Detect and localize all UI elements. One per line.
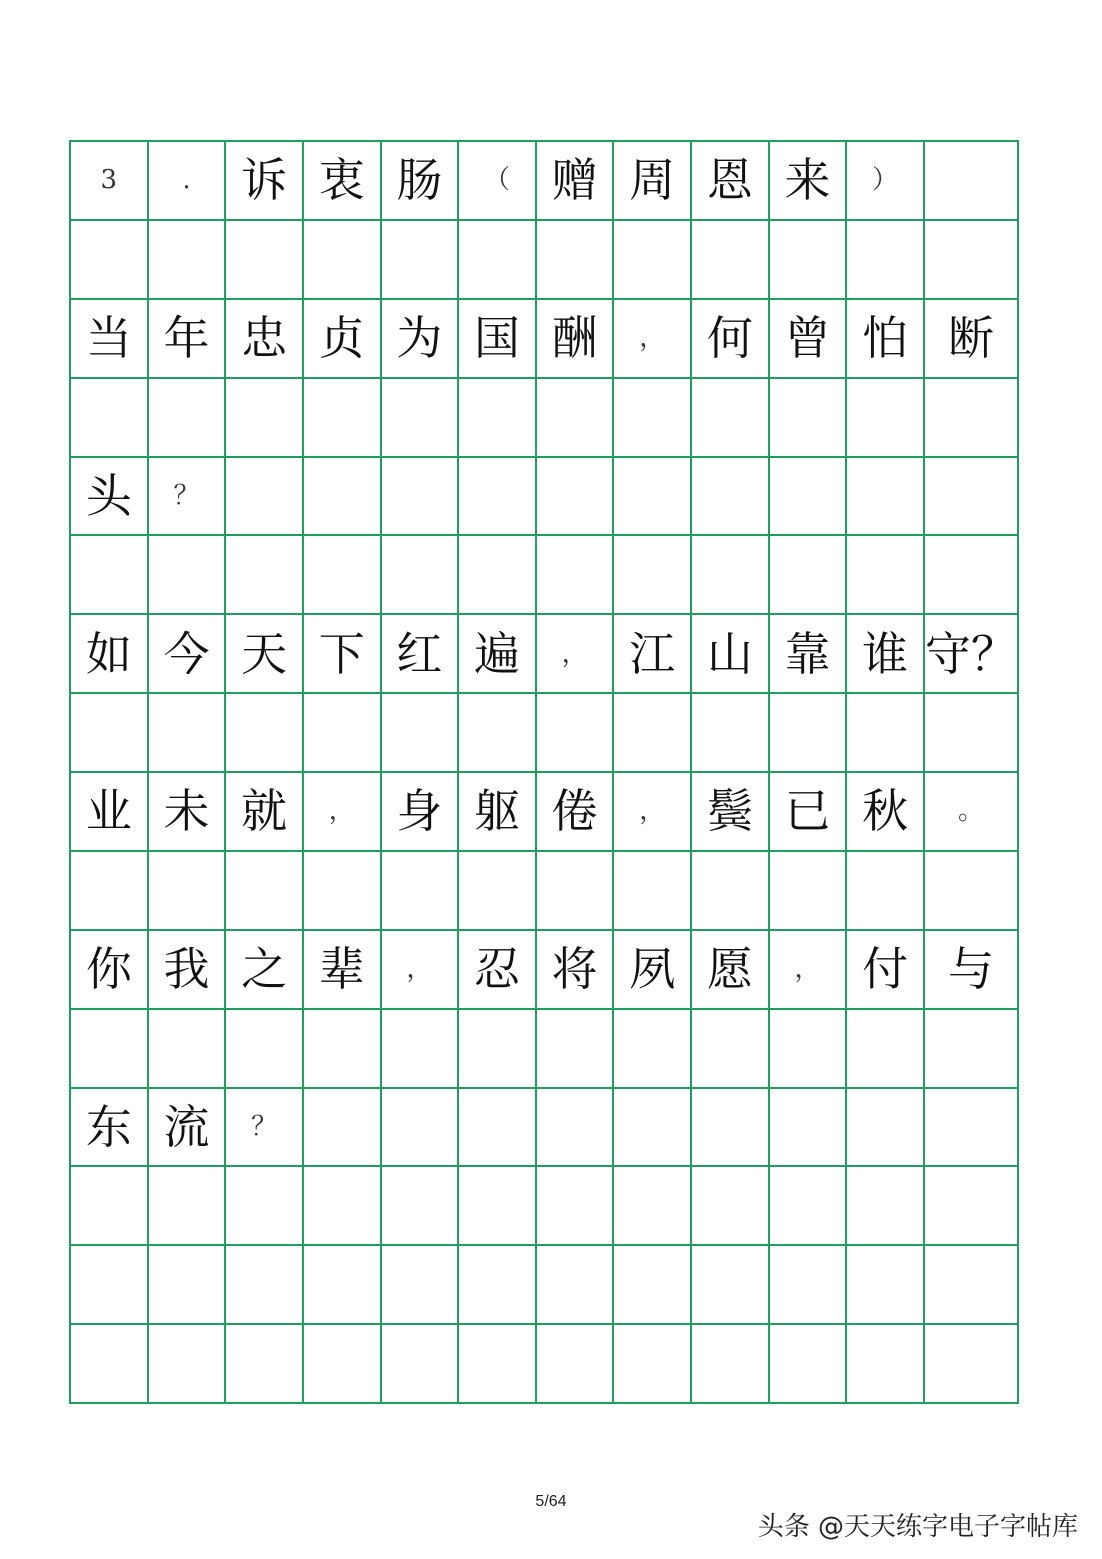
grid-cell bbox=[149, 1325, 227, 1404]
grid-cell bbox=[692, 536, 770, 615]
grid-cell bbox=[459, 1010, 537, 1089]
grid-cell bbox=[847, 1325, 925, 1404]
grid-cell bbox=[382, 221, 460, 300]
grid-cell bbox=[925, 458, 1019, 537]
grid-cell: 付 bbox=[847, 931, 925, 1010]
grid-cell: 今 bbox=[149, 615, 227, 694]
grid-cell bbox=[149, 536, 227, 615]
grid-cell: 鬓 bbox=[692, 773, 770, 852]
grid-cell bbox=[149, 379, 227, 458]
grid-cell: ， bbox=[614, 773, 692, 852]
grid-cell: 断 bbox=[925, 300, 1019, 379]
grid-cell: 3 bbox=[71, 142, 149, 221]
grid-cell: 周 bbox=[614, 142, 692, 221]
grid-cell bbox=[925, 852, 1019, 931]
grid-cell bbox=[537, 852, 615, 931]
grid-cell: ， bbox=[382, 931, 460, 1010]
grid-cell bbox=[71, 694, 149, 773]
grid-cell: 当 bbox=[71, 300, 149, 379]
grid-cell: 江 bbox=[614, 615, 692, 694]
page-number: 5/64 bbox=[535, 1493, 567, 1510]
grid-cell bbox=[226, 536, 304, 615]
grid-cell bbox=[537, 221, 615, 300]
grid-cell: 辈 bbox=[304, 931, 382, 1010]
grid-cell bbox=[71, 1010, 149, 1089]
grid-cell: 赠 bbox=[537, 142, 615, 221]
grid-cell: 恩 bbox=[692, 142, 770, 221]
grid-cell: ， bbox=[614, 300, 692, 379]
grid-cell bbox=[537, 694, 615, 773]
grid-cell bbox=[614, 1010, 692, 1089]
grid-cell: 秋 bbox=[847, 773, 925, 852]
grid-cell: 倦 bbox=[537, 773, 615, 852]
grid-cell: 国 bbox=[459, 300, 537, 379]
grid-cell: 夙 bbox=[614, 931, 692, 1010]
grid-cell bbox=[770, 852, 848, 931]
grid-cell: 肠 bbox=[382, 142, 460, 221]
grid-cell: ？ bbox=[226, 1089, 304, 1168]
grid-cell bbox=[770, 1010, 848, 1089]
grid-cell bbox=[614, 458, 692, 537]
grid-cell bbox=[770, 379, 848, 458]
grid-cell bbox=[459, 458, 537, 537]
grid-cell: 就 bbox=[226, 773, 304, 852]
grid-cell: 业 bbox=[71, 773, 149, 852]
grid-cell bbox=[149, 852, 227, 931]
grid-cell bbox=[382, 536, 460, 615]
grid-cell: 下 bbox=[304, 615, 382, 694]
grid-cell bbox=[459, 1325, 537, 1404]
grid-cell: 头 bbox=[71, 458, 149, 537]
grid-cell bbox=[71, 1246, 149, 1325]
grid-cell bbox=[226, 1167, 304, 1246]
grid-cell: . bbox=[149, 142, 227, 221]
grid-cell bbox=[304, 458, 382, 537]
grid-cell bbox=[614, 1325, 692, 1404]
grid-cell bbox=[459, 1246, 537, 1325]
grid-cell bbox=[847, 852, 925, 931]
grid-cell bbox=[925, 1246, 1019, 1325]
grid-cell bbox=[692, 221, 770, 300]
grid-cell bbox=[847, 1246, 925, 1325]
grid-cell bbox=[459, 852, 537, 931]
grid-cell: 诉 bbox=[226, 142, 304, 221]
grid-cell bbox=[304, 694, 382, 773]
grid-cell: 我 bbox=[149, 931, 227, 1010]
grid-cell bbox=[925, 142, 1019, 221]
grid-cell: 之 bbox=[226, 931, 304, 1010]
grid-cell bbox=[692, 1246, 770, 1325]
grid-cell bbox=[614, 694, 692, 773]
grid-cell bbox=[537, 1246, 615, 1325]
grid-cell bbox=[770, 1325, 848, 1404]
grid-cell bbox=[847, 221, 925, 300]
grid-cell bbox=[382, 458, 460, 537]
grid-cell bbox=[692, 852, 770, 931]
grid-cell bbox=[537, 536, 615, 615]
grid-cell: ， bbox=[770, 931, 848, 1010]
grid-cell bbox=[226, 852, 304, 931]
grid-cell bbox=[304, 1325, 382, 1404]
grid-cell: 酬 bbox=[537, 300, 615, 379]
grid-cell bbox=[459, 536, 537, 615]
grid-cell bbox=[925, 1089, 1019, 1168]
grid-cell bbox=[770, 458, 848, 537]
grid-cell bbox=[614, 379, 692, 458]
grid-cell bbox=[382, 694, 460, 773]
grid-cell bbox=[459, 694, 537, 773]
grid-cell bbox=[226, 379, 304, 458]
grid-cell bbox=[770, 694, 848, 773]
grid-cell: ， bbox=[304, 773, 382, 852]
grid-cell: 如 bbox=[71, 615, 149, 694]
grid-cell: 衷 bbox=[304, 142, 382, 221]
grid-cell bbox=[71, 1325, 149, 1404]
grid-cell: 已 bbox=[770, 773, 848, 852]
grid-cell: 与 bbox=[925, 931, 1019, 1010]
grid-cell bbox=[925, 1325, 1019, 1404]
grid-cell: 遍 bbox=[459, 615, 537, 694]
grid-cell bbox=[459, 379, 537, 458]
grid-cell: 流 bbox=[149, 1089, 227, 1168]
grid-cell: 为 bbox=[382, 300, 460, 379]
grid-cell: 来 bbox=[770, 142, 848, 221]
grid-cell bbox=[925, 694, 1019, 773]
grid-cell bbox=[847, 1010, 925, 1089]
grid-cell bbox=[692, 458, 770, 537]
grid-cell bbox=[925, 1167, 1019, 1246]
grid-cell bbox=[459, 1089, 537, 1168]
grid-cell bbox=[304, 221, 382, 300]
grid-cell bbox=[149, 1167, 227, 1246]
grid-cell: 忠 bbox=[226, 300, 304, 379]
grid-cell bbox=[71, 852, 149, 931]
grid-cell: 愿 bbox=[692, 931, 770, 1010]
grid-cell: 将 bbox=[537, 931, 615, 1010]
grid-cell bbox=[304, 1010, 382, 1089]
grid-cell bbox=[459, 1167, 537, 1246]
grid-cell bbox=[614, 1167, 692, 1246]
grid-cell bbox=[304, 1089, 382, 1168]
grid-cell bbox=[770, 536, 848, 615]
practice-grid bbox=[69, 140, 1019, 1404]
grid-cell bbox=[925, 536, 1019, 615]
grid-cell: 年 bbox=[149, 300, 227, 379]
grid-cell bbox=[226, 458, 304, 537]
grid-cell bbox=[614, 221, 692, 300]
grid-cell: 你 bbox=[71, 931, 149, 1010]
grid-cell: 躯 bbox=[459, 773, 537, 852]
grid-cell bbox=[770, 221, 848, 300]
grid-cell bbox=[537, 1010, 615, 1089]
grid-cell bbox=[537, 1089, 615, 1168]
grid-cell bbox=[71, 221, 149, 300]
grid-cell: 守？ bbox=[925, 615, 1019, 694]
grid-cell bbox=[304, 536, 382, 615]
grid-cell bbox=[226, 1325, 304, 1404]
grid-cell bbox=[692, 379, 770, 458]
grid-cell: 忍 bbox=[459, 931, 537, 1010]
grid-cell bbox=[847, 379, 925, 458]
grid-cell bbox=[382, 1089, 460, 1168]
grid-cell: 红 bbox=[382, 615, 460, 694]
grid-cell: 何 bbox=[692, 300, 770, 379]
grid-cell bbox=[770, 1089, 848, 1168]
grid-cell bbox=[925, 1010, 1019, 1089]
grid-cell bbox=[847, 694, 925, 773]
grid-cell bbox=[459, 221, 537, 300]
watermark: 头条 @天天练字电子字帖库 bbox=[757, 1512, 1078, 1542]
grid-cell bbox=[382, 1246, 460, 1325]
grid-cell: 。 bbox=[925, 773, 1019, 852]
grid-cell bbox=[692, 1089, 770, 1168]
grid-cell bbox=[692, 1325, 770, 1404]
grid-cell: 山 bbox=[692, 615, 770, 694]
grid-cell bbox=[770, 1246, 848, 1325]
grid-cell bbox=[925, 221, 1019, 300]
grid-cell bbox=[71, 536, 149, 615]
grid-cell bbox=[847, 1089, 925, 1168]
grid-cell: 天 bbox=[226, 615, 304, 694]
grid-cell bbox=[692, 1167, 770, 1246]
grid-cell: 身 bbox=[382, 773, 460, 852]
grid-cell bbox=[304, 852, 382, 931]
grid-cell: 谁 bbox=[847, 615, 925, 694]
grid-cell bbox=[304, 379, 382, 458]
grid-cell bbox=[382, 852, 460, 931]
grid-cell: ， bbox=[537, 615, 615, 694]
grid-cell bbox=[382, 1010, 460, 1089]
grid-cell bbox=[71, 1167, 149, 1246]
grid-cell bbox=[537, 379, 615, 458]
grid-cell bbox=[847, 1167, 925, 1246]
grid-cell bbox=[692, 1010, 770, 1089]
grid-cell bbox=[847, 536, 925, 615]
grid-cell bbox=[149, 1010, 227, 1089]
grid-cell bbox=[382, 379, 460, 458]
grid-cell bbox=[71, 379, 149, 458]
grid-cell: 怕 bbox=[847, 300, 925, 379]
grid-cell: 曾 bbox=[770, 300, 848, 379]
grid-cell bbox=[304, 1167, 382, 1246]
grid-cell bbox=[149, 694, 227, 773]
grid-cell bbox=[149, 221, 227, 300]
grid-cell bbox=[614, 852, 692, 931]
grid-cell bbox=[226, 221, 304, 300]
grid-cell: 东 bbox=[71, 1089, 149, 1168]
grid-cell bbox=[382, 1325, 460, 1404]
grid-cell bbox=[537, 1325, 615, 1404]
grid-cell bbox=[149, 1246, 227, 1325]
grid-cell: 靠 bbox=[770, 615, 848, 694]
grid-cell bbox=[925, 379, 1019, 458]
grid-cell bbox=[614, 1089, 692, 1168]
grid-cell: 未 bbox=[149, 773, 227, 852]
grid-cell: （ bbox=[459, 142, 537, 221]
grid-cell bbox=[614, 1246, 692, 1325]
grid-cell bbox=[537, 1167, 615, 1246]
grid-cell bbox=[770, 1167, 848, 1246]
grid-cell bbox=[614, 536, 692, 615]
grid-cell: ？ bbox=[149, 458, 227, 537]
grid-cell bbox=[304, 1246, 382, 1325]
grid-cell bbox=[226, 1246, 304, 1325]
grid-cell bbox=[847, 458, 925, 537]
grid-cell bbox=[226, 1010, 304, 1089]
grid-cell bbox=[226, 694, 304, 773]
grid-cell: 贞 bbox=[304, 300, 382, 379]
grid-cell bbox=[382, 1167, 460, 1246]
grid-cell: ） bbox=[847, 142, 925, 221]
grid-cell bbox=[692, 694, 770, 773]
grid-cell bbox=[537, 458, 615, 537]
